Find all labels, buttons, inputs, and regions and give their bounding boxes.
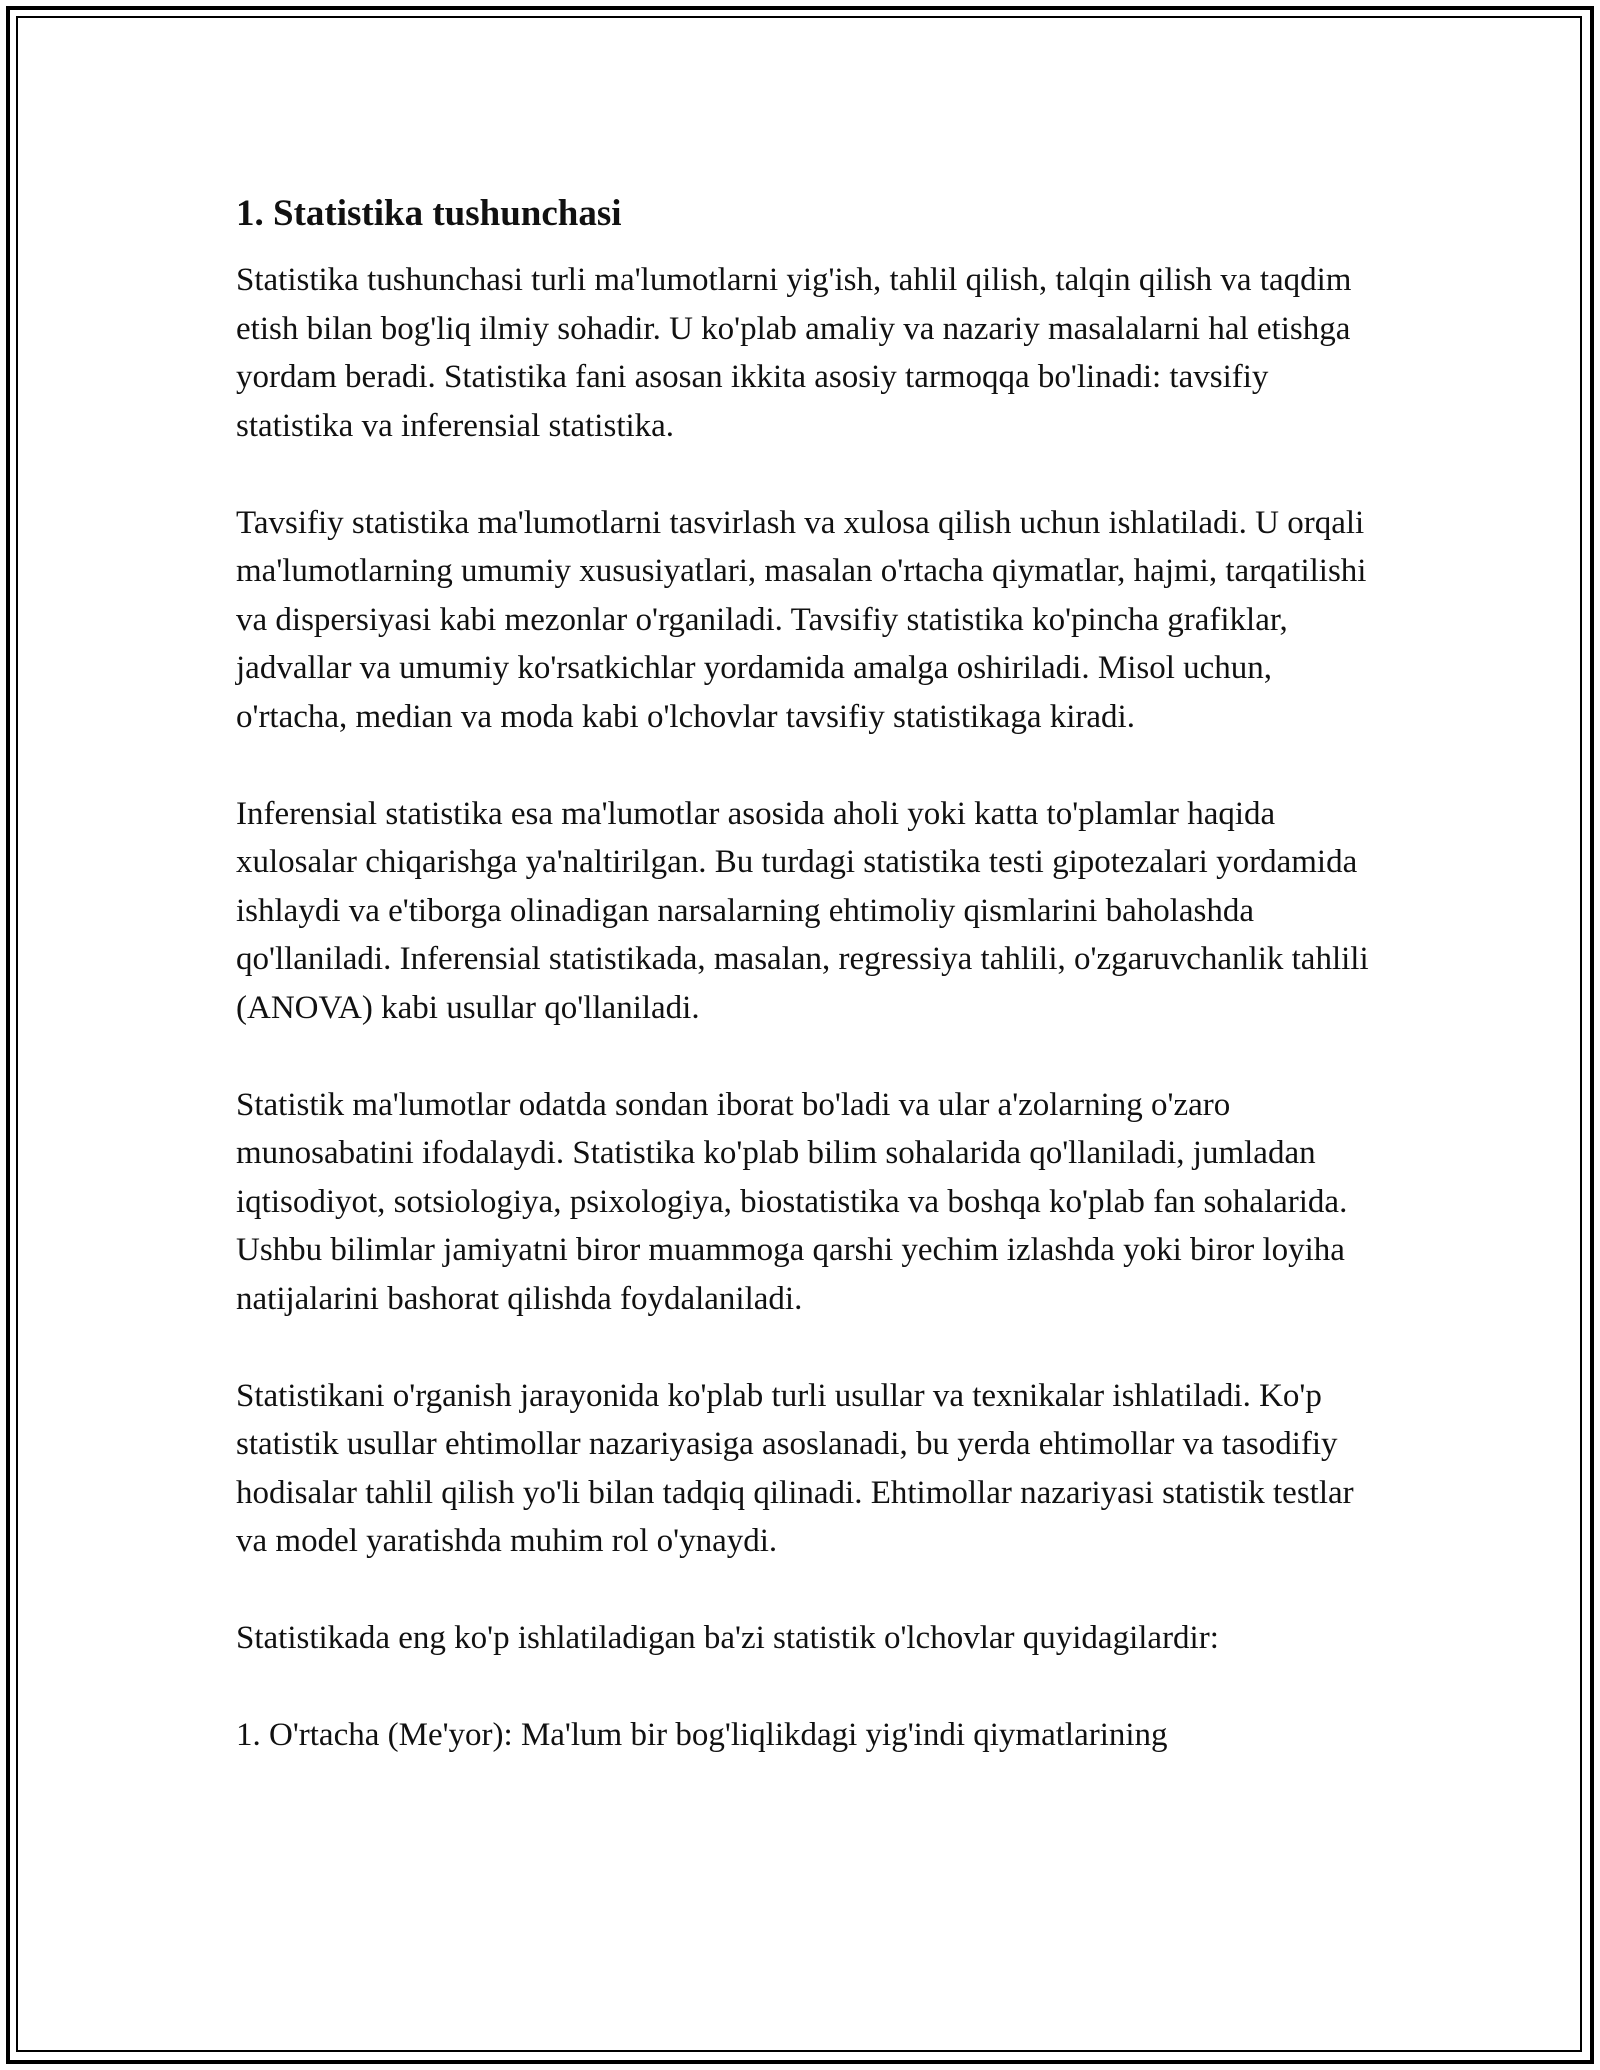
paragraph-inferential-statistics: Inferensial statistika esa ma'lumotlar asosida aholi yoki katta to'plamlar haqida xulosalar chiqarishga ya'naltirilgan. Bu turdagi statistika testi gipotezalari yordamida ishlaydi va e'tiborga olinadigan narsalarning ehtimoliy qismlarini baholashda qo'llaniladi. Inferensial statistikada, masalan, regressiya tahlili, o'zgaruvchanlik tahlili (ANOVA) kabi usullar qo'llaniladi. [236, 795, 1369, 1026]
paragraph-descriptive-statistics: Tavsifiy statistika ma'lumotlarni tasvirlash va xulosa qilish uchun ishlatiladi. U orqali ma'lumotlarning umumiy xususiyatlari, masalan o'rtacha qiymatlar, hajmi, tarqatilishi va dispersiyasi kabi mezonlar o'rganiladi. Tavsifiy statistika ko'pincha grafiklar, jadvallar va umumiy ko'rsatkichlar yordamida amalga oshiriladi. Misol uchun, o'rtacha, median va moda kabi o'lchovlar tavsifiy statistikaga kiradi. [236, 504, 1367, 735]
paragraph-methods: Statistikani o'rganish jarayonida ko'plab turli usullar va texnikalar ishlatiladi. Ko'p statistik usullar ehtimollar nazariyasiga asoslanadi, bu yerda ehtimollar va tasodifiy hodisalar tahlil qilish yo'li bilan tadqiq qilinadi. Ehtimollar nazariyasi statistik testlar va model yaratishda muhim rol o'ynaydi. [236, 1377, 1354, 1559]
list-item-mean: 1. O'rtacha (Me'yor): Ma'lum bir bog'liqlikdagi yig'indi qiymatlarining [236, 1717, 1168, 1753]
paragraph-measures-intro: Statistikada eng ko'p ishlatiladigan ba'zi statistik o'lchovlar quyidagilardir: [236, 1620, 1219, 1656]
paragraph-intro: Statistika tushunchasi turli ma'lumotlarni yig'ish, tahlil qilish, talqin qilish va taqdim etish bilan bog'liq ilmiy sohadir. U ko'plab amaliy va nazariy masalalarni hal etishga yordam beradi. Statistika fani asosan ikkita asosiy tarmoqqa bo'linadi: tavsifiy statistika va inferensial statistika. [236, 262, 1352, 444]
document-body [236, 186, 1386, 1808]
page-title: 1. Statistika tushunchasi [236, 193, 622, 234]
paragraph-statistical-data: Statistik ma'lumotlar odatda sondan iborat bo'ladi va ular a'zolarning o'zaro munosabatini ifodalaydi. Statistika ko'plab bilim sohalarida qo'llaniladi, jumladan iqtisodiyot, sotsiologiya, psixologiya, biostatistika va boshqa ko'plab fan sohalarida. Ushbu bilimlar jamiyatni biror muammoga qarshi yechim izlashda yoki biror loyiha natijalarini bashorat qilishda foydalaniladi. [236, 1086, 1348, 1317]
